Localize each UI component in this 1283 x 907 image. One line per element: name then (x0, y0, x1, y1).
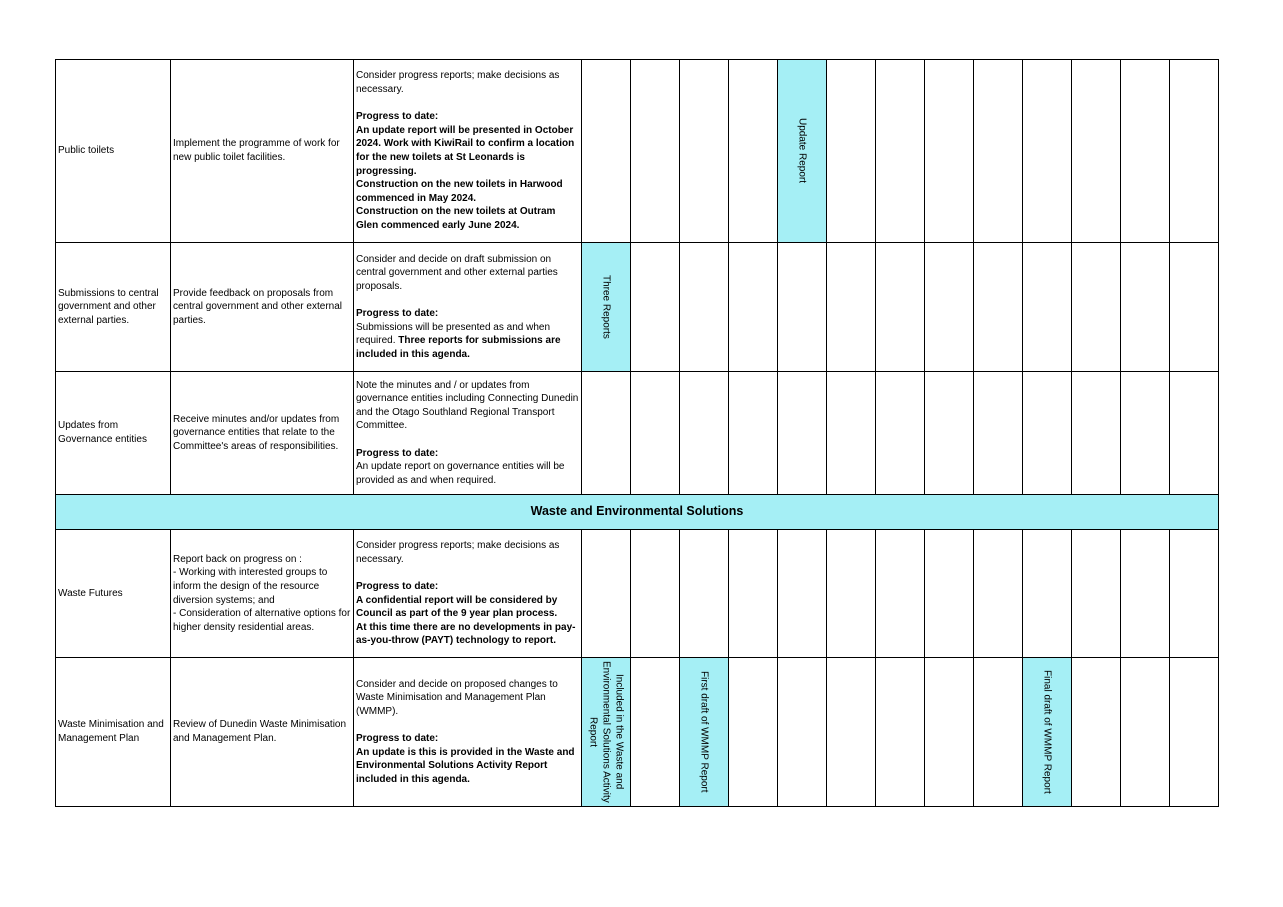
month-cell (827, 243, 876, 372)
month-cell (582, 60, 631, 243)
table-body (56, 60, 1219, 807)
month-cell (631, 530, 680, 658)
month-cell (631, 243, 680, 372)
month-cell (876, 658, 925, 807)
month-cell (631, 658, 680, 807)
month-cell (729, 530, 778, 658)
description-cell: Report back on progress on : - Working with interested groups to inform the design of the resource diversion systems; and - Consideration of alternative options for higher density residential areas. (171, 530, 354, 658)
month-cell (1072, 658, 1121, 807)
progress-bold: A confidential report will be considered by Council as part of the 9 year plan process. At this time there are no developments in pay-as-you-throw (PAYT) technology to report. (356, 594, 576, 647)
month-cell (680, 243, 729, 372)
topic-cell: Waste Minimisation and Management Plan (56, 658, 171, 807)
work-intro: Note the minutes and / or updates from governance entities including Connecting Dunedin and the Otago Southland Regional Transport Committee. (356, 379, 579, 432)
description-cell: Review of Dunedin Waste Minimisation and Management Plan. (171, 658, 354, 807)
progress-bold: An update report will be presented in October 2024. Work with KiwiRail to confirm a location for the new toilets at St Leonards is progressing. Construction on the new toilets in Harwood commenced in May 2024. Construction on the new toilets at Outram Glen commenced early June 2024. (356, 124, 575, 231)
month-cell (680, 372, 729, 495)
month-cell (1121, 658, 1170, 807)
progress-normal: Submissions will be presented as and when required. (356, 321, 550, 347)
work-intro: Consider progress reports; make decisions as necessary. (356, 70, 560, 96)
month-cell (925, 530, 974, 658)
month-cell (1072, 243, 1121, 372)
scheduled-report-cell (1023, 658, 1072, 807)
progress-text (356, 460, 579, 487)
month-cell (876, 243, 925, 372)
month-cell (1170, 530, 1219, 658)
month-cell (1023, 530, 1072, 658)
description-cell: Provide feedback on proposals from central government and other external parties. (171, 243, 354, 372)
work-intro: Consider and decide on draft submission on central government and other external parties proposals. (356, 253, 558, 292)
month-cell (1023, 243, 1072, 372)
forward-work-programme-table (55, 59, 1219, 807)
month-cell (680, 530, 729, 658)
month-cell (582, 372, 631, 495)
progress-bold: An update is this is provided in the Waste and Environmental Solutions Activity Report included in this agenda. (356, 746, 575, 785)
progress-heading: Progress to date: (356, 580, 439, 592)
month-cell (1121, 372, 1170, 495)
month-cell (582, 530, 631, 658)
progress-heading: Progress to date: (356, 308, 439, 319)
month-cell (1170, 658, 1219, 807)
work-cell (354, 372, 582, 495)
month-cell (729, 372, 778, 495)
progress-heading: Progress to date: (356, 111, 439, 123)
month-cell (827, 530, 876, 658)
scheduled-report-label: Update Report (796, 118, 808, 184)
table-row (56, 243, 1219, 372)
month-cell (729, 60, 778, 243)
month-cell (778, 372, 827, 495)
table-row (56, 372, 1219, 495)
progress-text (356, 594, 579, 648)
scheduled-report-label: First draft of WMMP Report (698, 671, 710, 793)
month-cell (1121, 60, 1170, 243)
month-cell (827, 658, 876, 807)
month-cell (778, 243, 827, 372)
topic-cell: Submissions to central government and other external parties. (56, 243, 171, 372)
month-cell (974, 658, 1023, 807)
month-cell (827, 372, 876, 495)
progress-text (356, 124, 579, 233)
month-cell (1170, 243, 1219, 372)
scheduled-report-label: Final draft of WMMP Report (1041, 670, 1053, 794)
scheduled-report-cell (582, 243, 631, 372)
scheduled-report-cell (582, 658, 631, 807)
month-cell (778, 530, 827, 658)
month-cell (925, 243, 974, 372)
month-cell (680, 60, 729, 243)
month-cell (925, 60, 974, 243)
month-cell (974, 243, 1023, 372)
month-cell (631, 60, 680, 243)
month-cell (827, 60, 876, 243)
work-intro: Consider progress reports; make decisions as necessary. (356, 540, 560, 565)
month-cell (1170, 372, 1219, 495)
month-cell (974, 372, 1023, 495)
scheduled-report-cell (680, 658, 729, 807)
scheduled-report-label: Three Reports (600, 275, 612, 339)
table-row (56, 530, 1219, 658)
month-cell (876, 530, 925, 658)
progress-bold: Three reports for submissions are included in this agenda. (356, 335, 561, 360)
month-cell (974, 530, 1023, 658)
work-cell (354, 243, 582, 372)
month-cell (925, 372, 974, 495)
description-cell: Receive minutes and/or updates from governance entities that relate to the Committee's areas of responsibilities. (171, 372, 354, 495)
work-cell (354, 658, 582, 807)
work-intro: Consider and decide on proposed changes to Waste Minimisation and Management Plan (WMMP). (356, 678, 558, 717)
section-title: Waste and Environmental Solutions (56, 495, 1219, 530)
month-cell (1170, 60, 1219, 243)
month-cell (1023, 372, 1072, 495)
month-cell (925, 658, 974, 807)
month-cell (876, 60, 925, 243)
topic-cell: Updates from Governance entities (56, 372, 171, 495)
table-row (56, 60, 1219, 243)
month-cell (631, 372, 680, 495)
topic-cell: Waste Futures (56, 530, 171, 658)
scheduled-report-cell (778, 60, 827, 243)
month-cell (1121, 530, 1170, 658)
scheduled-report-label: Included in the Waste and Environmental Solutions Activity Report (587, 661, 625, 803)
progress-normal: An update report on governance entities will be provided as and when required. (356, 461, 565, 486)
progress-text (356, 746, 579, 787)
month-cell (778, 658, 827, 807)
section-header-row (56, 495, 1219, 530)
description-cell: Implement the programme of work for new public toilet facilities. (171, 60, 354, 243)
month-cell (729, 243, 778, 372)
month-cell (729, 658, 778, 807)
work-cell (354, 530, 582, 658)
progress-heading: Progress to date: (356, 733, 439, 744)
month-cell (1072, 372, 1121, 495)
progress-heading: Progress to date: (356, 447, 439, 459)
month-cell (1072, 60, 1121, 243)
topic-cell: Public toilets (56, 60, 171, 243)
progress-text (356, 321, 579, 362)
month-cell (1121, 243, 1170, 372)
month-cell (1023, 60, 1072, 243)
month-cell (876, 372, 925, 495)
work-cell (354, 60, 582, 243)
month-cell (1072, 530, 1121, 658)
month-cell (974, 60, 1023, 243)
table-row (56, 658, 1219, 807)
